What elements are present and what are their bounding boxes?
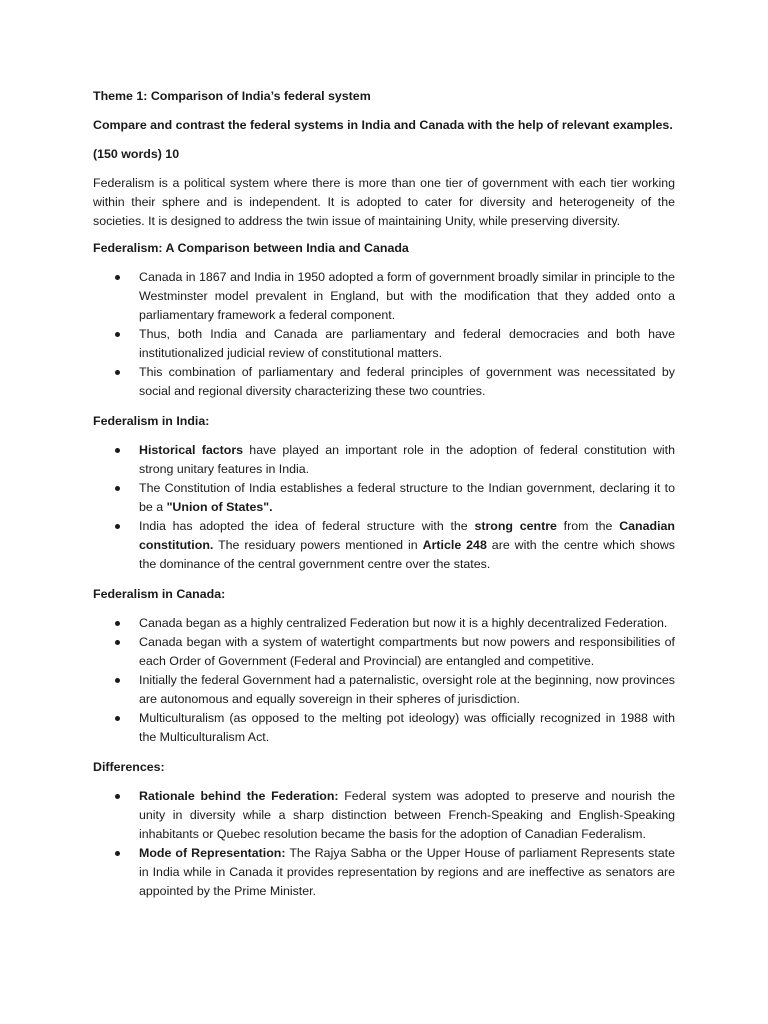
bold-term: Canadian constitution. xyxy=(139,519,675,552)
bold-term: Article 248 xyxy=(422,538,487,552)
canada-section-title: Federalism in Canada: xyxy=(93,587,226,601)
canada-list xyxy=(93,614,675,747)
list-item-text: This combination of parliamentary and federal principles of government was necessitated by social and regional diversity characterizing these two countries. xyxy=(139,365,675,398)
list-item xyxy=(93,633,675,671)
intro-paragraph: Federalism is a political system where there is more than one tier of government with each tier working within their sphere and is independent. It is adopted to cater for diversity and heterogeneity of the societies. It is designed to address the twin issue of maintaining Unity, while preserving diversity. xyxy=(93,176,675,228)
list-item xyxy=(93,709,675,747)
list-item-text: are with the centre which shows the dominance of the central government centre over the states. xyxy=(139,538,675,571)
list-item-text: Federal system was adopted to preserve and nourish the unity in diversity while a sharp distinction between French-Speaking and English-Speaking inhabitants or Quebec resolution became the basis for the adoption of Canadian Federalism. xyxy=(139,789,675,841)
list-item-text: Initially the federal Government had a paternalistic, oversight role at the beginning, now provinces are autonomous and equally sovereign in their spheres of jurisdiction. xyxy=(139,673,675,706)
bullet-icon xyxy=(115,275,120,280)
differences-list xyxy=(93,787,675,901)
bullet-icon xyxy=(115,370,120,375)
list-item xyxy=(93,787,675,844)
question-text: Compare and contrast the federal systems in India and Canada with the help of relevant examples. xyxy=(93,118,673,132)
bullet-icon xyxy=(115,640,120,645)
list-item-text: Canada began as a highly centralized Federation but now it is a highly decentralized Federation. xyxy=(139,616,668,630)
bullet-icon xyxy=(115,621,120,626)
bullet-icon xyxy=(115,794,120,799)
marks-line: (150 words) 10 xyxy=(93,147,180,161)
list-item-text: India has adopted the idea of federal structure with the xyxy=(139,519,475,533)
list-item xyxy=(93,844,675,901)
bullet-icon xyxy=(115,486,120,491)
list-item-text: Canada began with a system of watertight compartments but now powers and responsibilities of each Order of Government (Federal and Provincial) are entangled and competitive. xyxy=(139,635,675,668)
bold-term: "Union of States". xyxy=(166,500,273,514)
bullet-icon xyxy=(115,448,120,453)
list-item-text: Canada in 1867 and India in 1950 adopted a form of government broadly similar in principle to the Westminster model prevalent in England, but with the modification that they added onto a parliamentary framework a federal component. xyxy=(139,270,675,322)
list-item-text: Thus, both India and Canada are parliamentary and federal democracies and both have institutionalized judicial review of constitutional matters. xyxy=(139,327,675,360)
list-item xyxy=(93,517,675,574)
theme-title: Theme 1: Comparison of India’s federal system xyxy=(93,89,371,103)
comparison-section-title: Federalism: A Comparison between India and Canada xyxy=(93,241,409,255)
list-item xyxy=(93,671,675,709)
comparison-list xyxy=(93,268,675,401)
list-item xyxy=(93,268,675,325)
bullet-icon xyxy=(115,524,120,529)
list-item-text: Multiculturalism (as opposed to the melting pot ideology) was officially recognized in 1988 with the Multiculturalism Act. xyxy=(139,711,675,744)
bullet-icon xyxy=(115,851,120,856)
list-item xyxy=(93,614,675,633)
india-list xyxy=(93,441,675,574)
list-item xyxy=(93,325,675,363)
list-item-text: The Rajya Sabha or the Upper House of parliament Represents state in India while in Canada it provides representation by regions and are ineffective as senators are appointed by the Prime Minister. xyxy=(139,846,675,898)
bold-term: Mode of Representation: xyxy=(139,846,286,860)
list-item xyxy=(93,479,675,517)
bold-term: strong centre xyxy=(474,519,557,533)
list-item xyxy=(93,441,675,479)
bullet-icon xyxy=(115,678,120,683)
bold-term: Historical factors xyxy=(139,443,244,457)
list-item-text: have played an important role in the adoption of federal constitution with strong unitary features in India. xyxy=(139,443,675,476)
bullet-icon xyxy=(115,716,120,721)
differences-section-title: Differences: xyxy=(93,760,165,774)
india-section-title: Federalism in India: xyxy=(93,414,210,428)
bold-term: Rationale behind the Federation: xyxy=(139,789,339,803)
list-item-text: The Constitution of India establishes a federal structure to the Indian government, declaring it to be a xyxy=(139,481,675,514)
list-item xyxy=(93,363,675,401)
list-item-text: The residuary powers mentioned in xyxy=(213,538,423,552)
list-item-text: from the xyxy=(556,519,620,533)
bullet-icon xyxy=(115,332,120,337)
